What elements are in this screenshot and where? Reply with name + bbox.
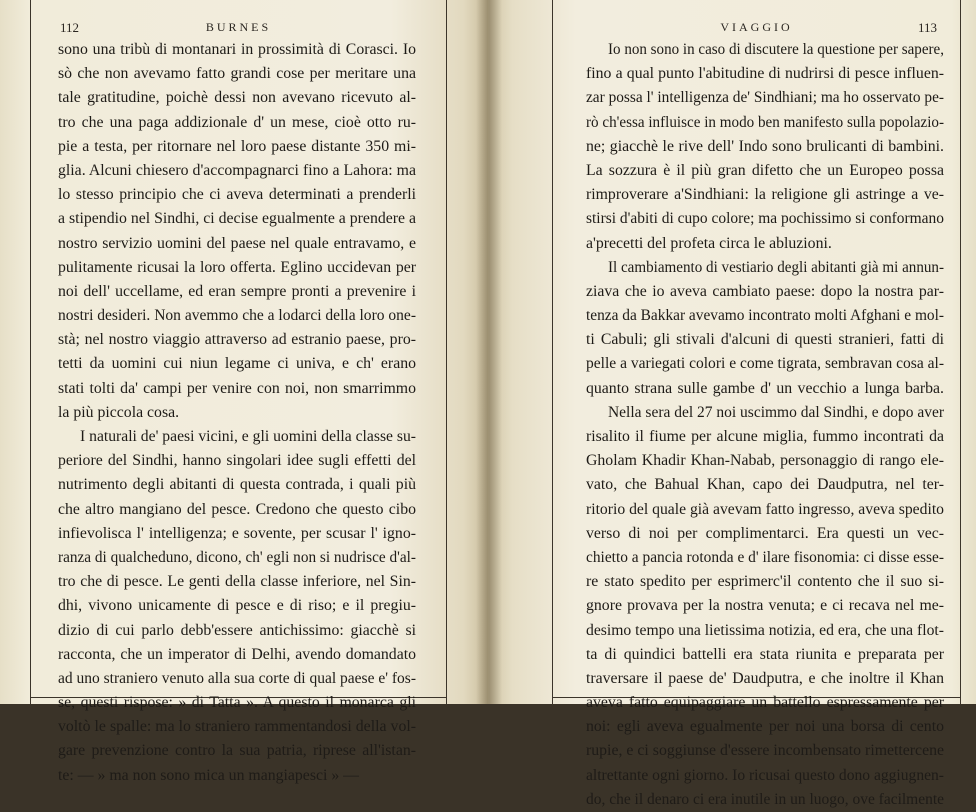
page-number-right: 113 [917,20,937,35]
right-outer-border [960,0,961,704]
text-line: zar possa l' intelligenza de' Sindhiani; ma ho osservato pe- [586,89,944,107]
text-line: traversare il paese de' Daudputra, e che inoltre il Khan [586,669,944,687]
text-line: pelle a variegati colori e come tigrata, sembravan cosa al- [586,355,944,373]
text-line: dizio di cui parlo debb'essere antichissimo: giacchè si [58,621,416,639]
text-line: gnore provava per la nostra venuta; e ci recava nel me- [586,597,944,615]
text-line: quanto strana sulle gambe d' un vecchio a lunga barba. [586,379,944,397]
text-line: stirsi d'abiti di cupo colore; ma pochissimo si conformano [586,210,944,228]
text-line: rimproverare a'Sindhiani: la religione gli astringe a ve- [586,186,944,204]
text-line: tale gratitudine, poichè dessi non avevano ricevuto al- [58,89,416,107]
text-line: dhi, vivono unicamente di pesce e di riso; e il pregiu- [58,597,416,615]
text-line: racconta, che un imperator di Delhi, avendo domandato [58,645,416,663]
right-body-text [586,38,944,812]
text-line: risalito il fiume per alcune miglia, fummo incontrati da [586,428,944,445]
text-line: rupie, e ci soggiunse d'essere incombensato rimettercene [586,742,944,760]
text-line: La sozzura è il più gran difetto che un Europeo possa [586,161,944,179]
text-line: nostri desideri. Non avemmo che a lodarci della loro one- [58,307,416,325]
text-line: lo stesso principio che ci aveva determinati a prenderli [58,186,416,204]
text-line: altrettante ogni giorno. Io ricusai questo dono aggiugnen- [586,766,944,784]
text-line: noi: egli aveva egualmente per noi una borsa di cento [586,718,944,736]
left-body-text [58,38,416,788]
text-line: nostro servizio uomini del paese nel quale entravamo, e [58,234,416,252]
text-line: verso di noi per complimentarci. Era questi un vec- [586,524,944,542]
text-line: rò ch'essa influisce in modo ben manifesto sulla popolazio- [586,113,944,131]
text-line: infievolisca l' intelligenza; e sovente, per scusar l' igno- [58,524,416,542]
right-running-header [552,20,961,38]
text-line: fino a qual punto l'abitudine di nudrirsi di pesce influen- [586,65,944,83]
text-line: periore del Sindhi, hanno singolari idee sugli effetti del [58,452,416,470]
left-outer-border [30,0,31,704]
right-inner-border [552,0,553,704]
text-line: Il cambiamento di vestiario degli abitanti già mi annun- [608,258,944,276]
text-line: pie a testa, per ritornare nel loro paese distante 350 mi- [58,137,416,155]
text-line: re stato spedito per esprimerc'il contento che il suo si- [586,573,944,591]
text-line: glia. Alcuni chiesero d'accompagnarci fino a Lahora: ma [58,161,416,179]
text-line: tetti da uomini cui niun legame ci univa, e ch' erano [58,355,416,373]
text-line: I naturali de' paesi vicini, e gli uomini della classe su- [80,428,416,445]
text-line: ti Cabuli; gli stivali d'alcuni di questi stranieri, fatti di [586,331,944,349]
text-line: stati tolti da' campi per venire con noi, non smarrimmo [58,379,416,397]
text-line: sono una tribù di montanari in prossimità di Corasci. Io [58,41,416,58]
text-line: Gholam Khadir Khan-Nabab, personaggio di rango ele- [586,452,944,470]
text-line: ranza di qualcheduno, dicono, ch' egli non si nudrisce d'al- [58,548,416,566]
text-line: noi dell' uccellame, ed eran sempre pronti a prevenire i [58,282,416,300]
left-running-header [30,20,447,38]
text-line: voltò le spalle: ma lo straniero rammentandosi della vol- [58,718,416,736]
page-number-left: 112 [60,20,80,35]
text-line: ad uno straniero venuto alla sua corte di qual paese e' fos- [58,669,416,687]
text-line: Io non sono in caso di discutere la questione per sapere, [608,41,944,58]
text-line: desimo tempo una lietissima notizia, ed era, che una flot- [586,621,944,639]
running-head-right: VIAGGIO [720,20,793,34]
left-inner-border [446,0,447,704]
text-line: ziava che io aveva cambiato paese: dopo la nostra par- [586,282,944,300]
text-line: sò che non avevamo fatto grandi cose per meritare una [58,65,416,83]
text-line: gare prevenzione contro la sua patria, riprese all'istan- [58,742,416,760]
text-line: aveva fatto equipaggiare un battello espressamente per [586,694,944,712]
text-line: nutrimento degli abitanti di questa contrada, i quali più [58,476,416,494]
text-line: ne; giacchè le rive dell' Indo sono brulicanti di bambini. [586,137,944,155]
text-line: do, che il denaro ci era inutile in un luogo, ove facilmente [586,790,944,808]
text-line: tenza da Bakkar avevamo incontrato molti Afghani e mol- [586,307,944,325]
text-line: Nella sera del 27 noi uscimmo dal Sindhi, e dopo aver [608,403,944,421]
text-line: vato, che Bahual Khan, capo dei Daudputra, nel ter- [586,476,944,494]
text-line: tro che di pesce. Le genti della classe inferiore, nel Sin- [58,573,416,591]
text-line: a'precetti del profeta circa le abluzioni. [586,234,832,252]
text-line: la più piccola cosa. [58,403,180,421]
text-line: se, questi rispose: » di Tatta ». A questo il monarca gli [58,694,416,712]
text-line: a stipendio nel Sindhi, ci decise egualmente a prendere a [58,210,416,228]
text-line: stà; nel nostro viaggio attraverso ad estranio paese, pro- [58,331,416,349]
text-line: ritorio del quale già avevam fatto ingresso, aveva spedito [586,500,944,518]
text-line: chietto a pancia rotonda e d' ilare fisonomia: ci disse esse- [586,548,944,566]
text-line: che altro mangiano del pesce. Credono che questo cibo [58,500,416,518]
right-page [488,0,976,808]
text-line: tro che una paga addizionale d' un mese, cioè otto ru- [58,113,416,131]
running-head-left: BURNES [205,20,272,34]
text-line: te: — » ma non sono mica un mangiapesci » — [58,766,359,784]
left-page [0,0,488,784]
text-line: pulitamente ricusai la loro offerta. Eglino uccidevan per [58,258,416,276]
text-line: ta di quindici battelli era stata riunita e preparata per [586,645,944,663]
